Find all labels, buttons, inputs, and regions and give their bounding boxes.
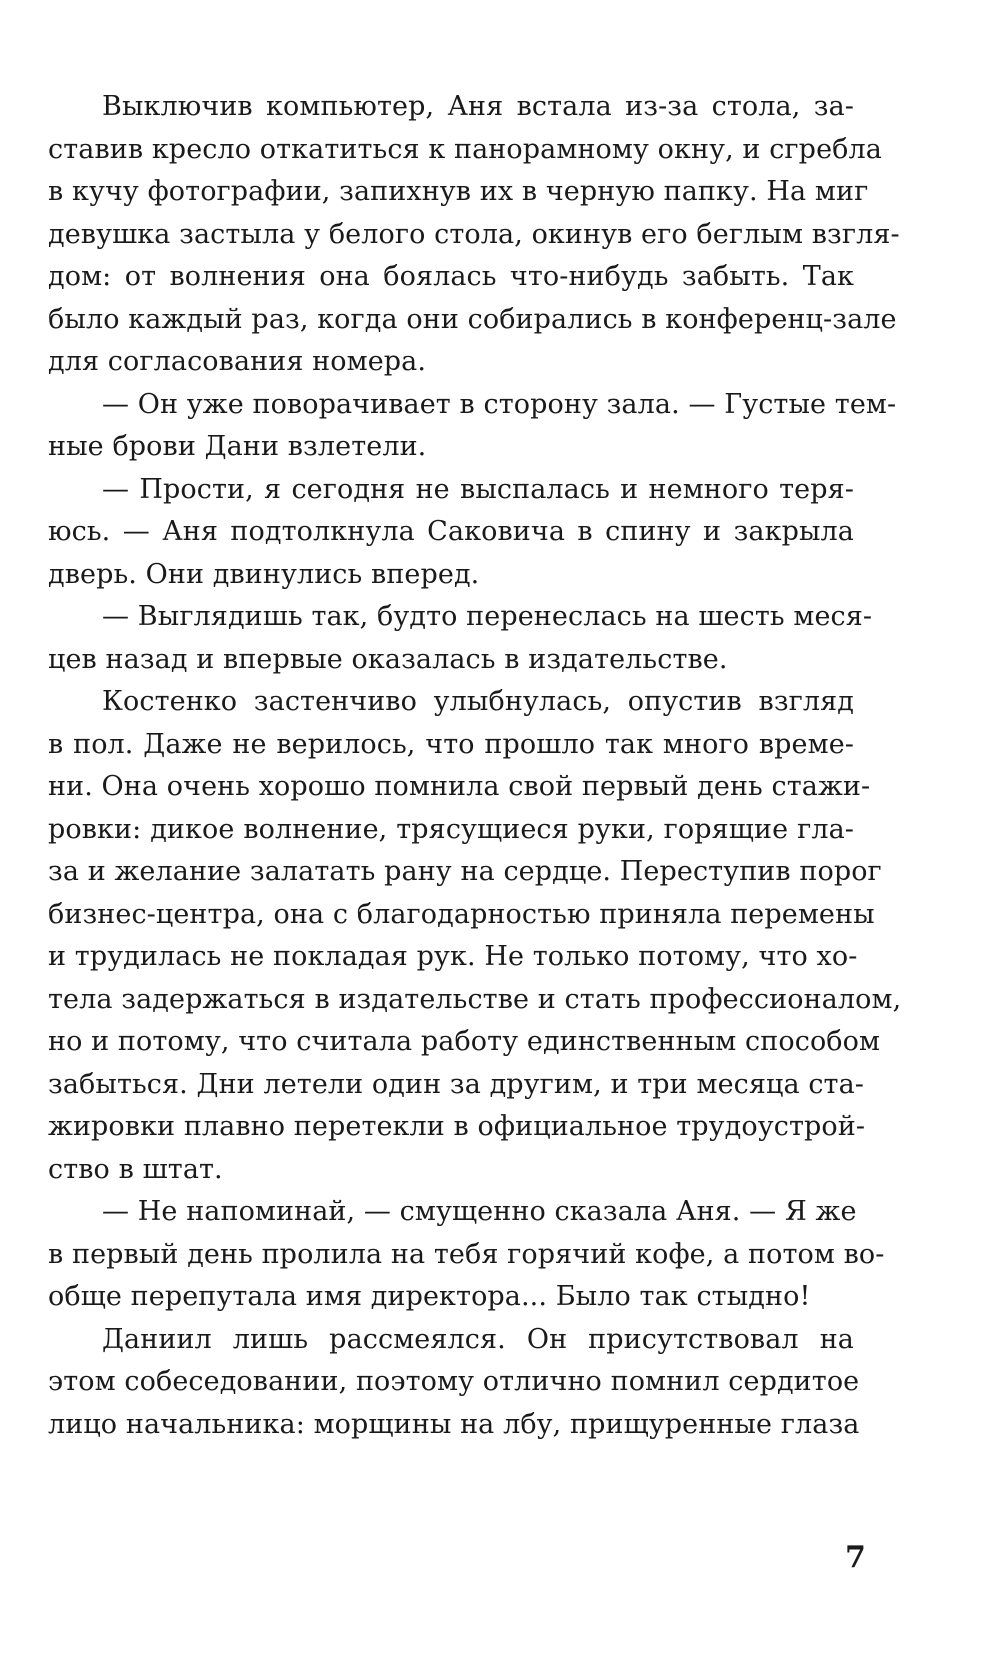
text-line: забыться. Дни летели один за другим, и три месяца ста- — [48, 1068, 865, 1100]
text-line: ные брови Дани взлетели. — [48, 431, 427, 462]
text-line: цев назад и впервые оказалась в издательстве. — [48, 643, 728, 675]
text-line: в первый день пролила на тебя горячий кофе, а потом во- — [48, 1238, 885, 1270]
text-line: в пол. Даже не верилось, что прошло так много време- — [48, 728, 854, 760]
text-line: за и желание залатать рану на сердце. Переступив порог — [48, 856, 882, 887]
text-line: жировки плавно перетекли в официальное трудоустрой- — [48, 1111, 866, 1142]
paragraph — [48, 469, 854, 597]
text-line: дверь. Они двинулись вперед. — [48, 558, 480, 590]
text-line: было каждый раз, когда они собирались в конференц-зале — [48, 303, 897, 335]
text-line: девушка застыла у белого стола, окинув его беглым взгля- — [48, 218, 900, 250]
text-line: ни. Она очень хорошо помнила свой первый день стажи- — [48, 771, 871, 802]
text-line: для согласования номера. — [48, 346, 427, 377]
paragraph — [48, 86, 900, 384]
text-line: тела задержаться в издательстве и стать профессионалом, — [48, 983, 902, 1015]
text-line: юсь. — Аня подтолкнула Саковича в спину и закрыла — [48, 516, 854, 547]
text-line: в кучу фотографии, запихнув их в черную папку. На миг — [48, 176, 869, 207]
text-line: лицо начальника: морщины на лбу, прищуренные глаза — [48, 1408, 860, 1440]
text-line: но и потому, что считала работу единственным способом — [48, 1026, 881, 1057]
paragraph — [48, 596, 873, 681]
text-line: Даниил лишь рассмеялся. Он присутствовал на — [102, 1323, 854, 1355]
text-line: обще перепутала имя директора... Было так стыдно! — [48, 1281, 811, 1312]
page-body — [48, 86, 902, 1446]
text-line: ставив кресло откатиться к панорамному окну, и сгребла — [48, 133, 882, 165]
paragraph — [48, 384, 897, 469]
text-line: — Не напоминай, — смущенно сказала Аня. — Я же — [102, 1196, 857, 1227]
text-line: Костенко застенчиво улыбнулась, опустив взгляд — [102, 686, 854, 717]
text-line: ровки: дикое волнение, трясущиеся руки, горящие гла- — [48, 813, 854, 845]
text-line: — Он уже поворачивает в сторону зала. — Густые тем- — [102, 388, 897, 420]
text-line: ство в штат. — [48, 1153, 223, 1185]
paragraph — [48, 1319, 860, 1447]
paragraph — [48, 681, 902, 1191]
text-line: этом собеседовании, поэтому отлично помнил сердитое — [48, 1366, 860, 1397]
text-line: — Прости, я сегодня не выспалась и немного теря- — [102, 473, 854, 505]
page-number: 7 — [845, 1540, 866, 1575]
text-line: Выключив компьютер, Аня встала из-за стола, за- — [102, 91, 854, 122]
text-line: и трудилась не покладая рук. Не только потому, что хо- — [48, 941, 858, 972]
text-line: — Выглядишь так, будто перенеслась на шесть меся- — [102, 601, 873, 632]
text-line: дом: от волнения она боялась что-нибудь забыть. Так — [48, 261, 854, 292]
paragraph — [48, 1191, 885, 1319]
text-line: бизнес-центра, она с благодарностью приняла перемены — [48, 898, 875, 930]
